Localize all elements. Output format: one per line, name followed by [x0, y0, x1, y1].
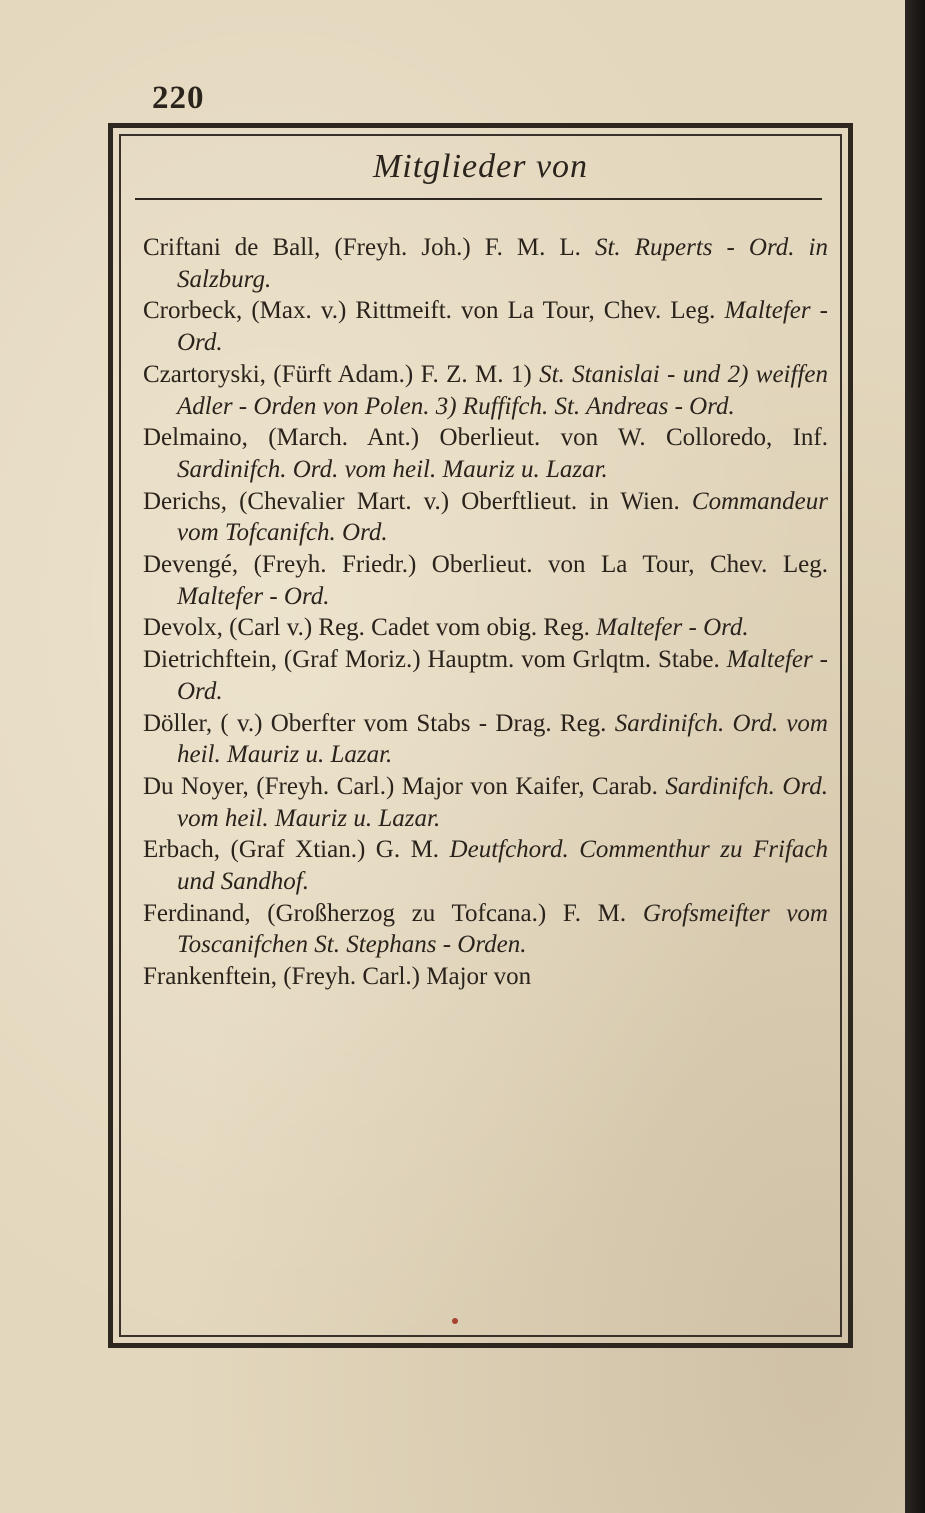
list-item	[143, 232, 828, 295]
list-item	[143, 612, 828, 644]
entry-text: Ferdinand, (Großherzog zu Tofcana.) F. M.	[143, 899, 643, 927]
entry-order-title: Sardinifch. Ord. vom heil. Mauriz u. Lazar.	[177, 709, 828, 769]
list-item	[143, 708, 828, 771]
list-item	[143, 644, 828, 707]
entry-order-title: St. Stanislai - und 2) weiffen Adler - Orden von Polen. 3) Ruffifch. St. Andreas - Ord.	[177, 360, 828, 420]
entry-text: Delmaino, (March. Ant.) Oberlieut. von W. Colloredo, Inf.	[143, 424, 828, 452]
list-item	[143, 898, 828, 961]
ink-dot	[452, 1318, 458, 1324]
entry-text: Du Noyer, (Freyh. Carl.) Major von Kaifer, Carab.	[143, 772, 666, 800]
entry-order-title: Grofsmeifter vom Toscanifchen St. Stephans - Orden.	[177, 899, 828, 959]
entry-text: Devengé, (Freyh. Friedr.) Oberlieut. von La Tour, Chev. Leg.	[143, 551, 828, 579]
book-spine-edge	[905, 0, 925, 1513]
entry-text: Czartoryski, (Fürft Adam.) F. Z. M. 1)	[143, 360, 540, 388]
entry-text: Erbach, (Graf Xtian.) G. M.	[143, 836, 450, 864]
entry-text: Derichs, (Chevalier Mart. v.) Oberftlieut. in Wien.	[143, 487, 692, 515]
entry-text: Devolx, (Carl v.) Reg. Cadet vom obig. Reg.	[143, 614, 597, 642]
list-item	[143, 549, 828, 612]
entry-order-title: Maltefer - Ord.	[177, 582, 330, 610]
entry-order-title: Maltefer - Ord.	[177, 297, 828, 357]
list-item	[143, 771, 828, 834]
member-list	[143, 232, 828, 993]
page-number: 220	[152, 80, 205, 116]
entry-text: Criftani de Ball, (Freyh. Joh.) F. M. L.	[143, 234, 595, 261]
entry-order-title: Sardinifch. Ord. vom heil. Mauriz u. Lazar.	[177, 455, 608, 483]
list-item	[143, 422, 828, 485]
entry-order-title: Sardinifch. Ord. vom heil. Mauriz u. Lazar.	[177, 772, 828, 832]
list-item	[143, 961, 828, 993]
list-item	[143, 486, 828, 549]
entry-order-title: Deutfchord. Commenthur zu Frifach und Sandhof.	[177, 836, 828, 896]
header-rule	[135, 198, 822, 200]
entry-text: Frankenftein, (Freyh. Carl.) Major von	[143, 963, 532, 991]
list-item	[143, 359, 828, 422]
entry-text: Crorbeck, (Max. v.) Rittmeift. von La Tour, Chev. Leg.	[143, 297, 725, 325]
list-item	[143, 295, 828, 358]
entry-order-title: St. Ruperts - Ord. in Salzburg.	[177, 234, 829, 293]
entry-text: Döller, ( v.) Oberfter vom Stabs - Drag. Reg.	[143, 709, 615, 737]
header-title: Mitglieder von	[372, 148, 589, 185]
entry-text: Dietrichftein, (Graf Moriz.) Hauptm. vom Grlqtm. Stabe.	[143, 646, 727, 674]
entry-order-title: Commandeur vom Tofcanifch. Ord.	[177, 487, 828, 547]
entry-order-title: Maltefer - Ord.	[177, 646, 828, 705]
list-item	[143, 834, 828, 897]
entry-order-title: Maltefer - Ord.	[596, 614, 749, 642]
